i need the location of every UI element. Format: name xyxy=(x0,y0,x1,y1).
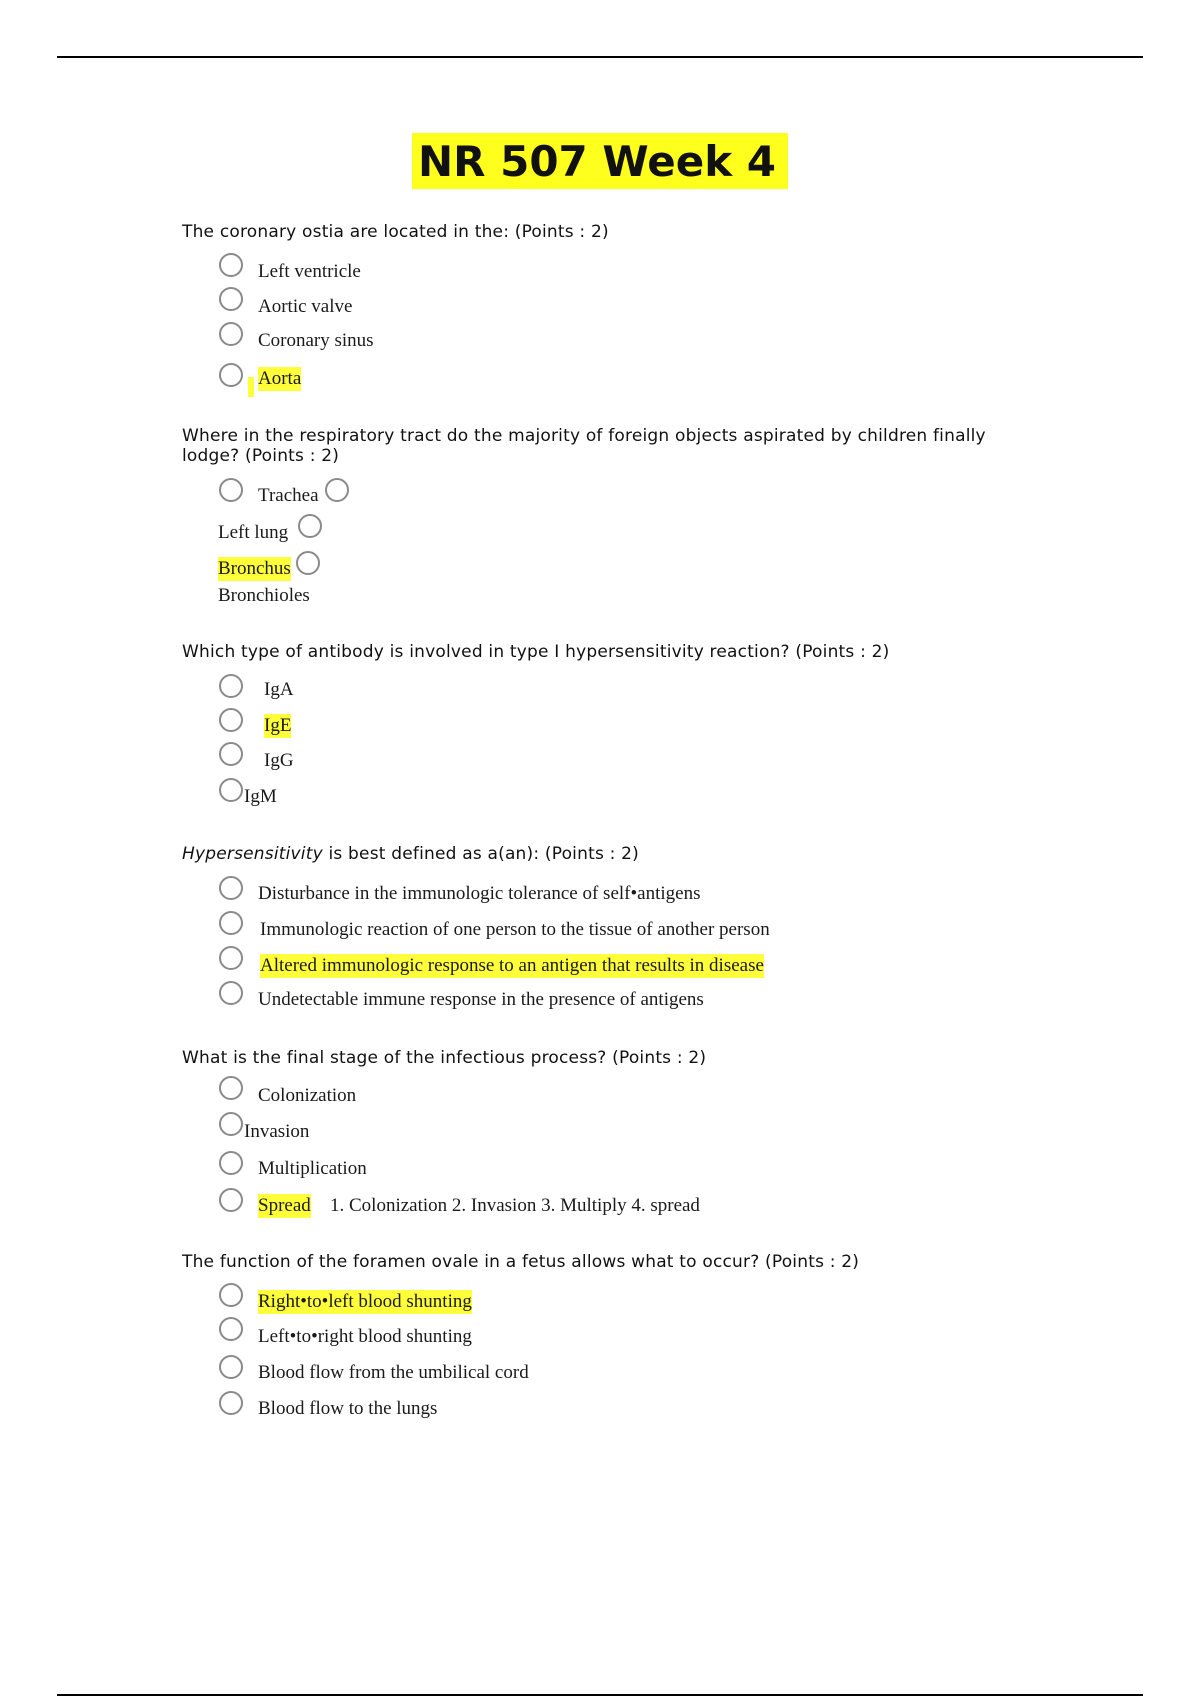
q6-option-4-label: Blood flow to the lungs xyxy=(258,1398,438,1419)
q2-option-1-label: Trachea xyxy=(258,485,319,506)
q5-option-1-label: Colonization xyxy=(258,1085,357,1106)
q2-option-4-radio[interactable] xyxy=(296,551,320,575)
q3-option-1-label: IgA xyxy=(264,679,294,700)
q4-option-4-label: Undetectable immune response in the presence of antigens xyxy=(258,989,704,1010)
q3-option-1-radio[interactable] xyxy=(219,674,243,698)
q2-option-2-radio[interactable] xyxy=(325,478,349,502)
q5-option-3-radio[interactable] xyxy=(219,1151,243,1175)
q1-option-4-label: Aorta xyxy=(258,368,302,389)
q2-option-2-label: Left lung xyxy=(218,522,289,543)
q3-option-2-label: IgE xyxy=(264,715,292,736)
q1-option-1-label: Left ventricle xyxy=(258,261,361,282)
q2-option-3-radio[interactable] xyxy=(298,514,322,538)
q5-option-2-radio[interactable] xyxy=(219,1112,243,1136)
q6-option-1-radio[interactable] xyxy=(219,1283,243,1307)
q3-option-3-radio[interactable] xyxy=(219,742,243,766)
q6-option-4-radio[interactable] xyxy=(219,1391,243,1415)
q3-option-4-label: IgM xyxy=(244,786,277,807)
q3-option-3-label: IgG xyxy=(264,750,294,771)
q4-option-3-label: Altered immunologic response to an antigen that results in disease xyxy=(260,955,764,976)
question-3: Which type of antibody is involved in type I hypersensitivity reaction? (Points : 2) xyxy=(182,642,890,662)
question-1: The coronary ostia are located in the: (Points : 2) xyxy=(182,222,609,242)
q4-option-4-radio[interactable] xyxy=(219,981,243,1005)
q4-option-1-radio[interactable] xyxy=(219,876,243,900)
q1-option-2-label: Aortic valve xyxy=(258,296,353,317)
q4-option-1-label: Disturbance in the immunologic tolerance of self•antigens xyxy=(258,883,701,904)
question-4 xyxy=(182,844,1042,864)
q2-option-3-label: Bronchus xyxy=(218,558,291,579)
q5-option-2-label: Invasion xyxy=(244,1121,310,1142)
q4-option-2-radio[interactable] xyxy=(219,911,243,935)
highlight-mark xyxy=(248,377,254,397)
q5-option-3-label: Multiplication xyxy=(258,1158,367,1179)
question-4-term: Hypersensitivity xyxy=(182,844,323,864)
q2-option-4-label: Bronchioles xyxy=(218,585,310,606)
q1-option-1-radio[interactable] xyxy=(219,253,243,277)
q6-option-2-label: Left•to•right blood shunting xyxy=(258,1326,472,1347)
q1-option-3-radio[interactable] xyxy=(219,322,243,346)
q1-option-2-radio[interactable] xyxy=(219,287,243,311)
q1-option-4-radio[interactable] xyxy=(219,363,243,387)
title-container xyxy=(0,133,1200,189)
bottom-rule xyxy=(57,1694,1143,1696)
q6-option-3-radio[interactable] xyxy=(219,1355,243,1379)
q1-option-3-label: Coronary sinus xyxy=(258,330,374,351)
question-4-text: is best defined as a(an): (Points : 2) xyxy=(328,844,639,864)
q6-option-1-label: Right•to•left blood shunting xyxy=(258,1291,472,1312)
page-title: NR 507 Week 4 xyxy=(412,133,788,189)
q2-option-1-radio[interactable] xyxy=(219,478,243,502)
question-6: The function of the foramen ovale in a fetus allows what to occur? (Points : 2) xyxy=(182,1252,860,1272)
q5-annotation-note: 1. Colonization 2. Invasion 3. Multiply 4. spread xyxy=(330,1195,700,1216)
top-rule xyxy=(57,56,1143,58)
q5-option-1-radio[interactable] xyxy=(219,1076,243,1100)
q3-option-4-radio[interactable] xyxy=(219,778,243,802)
question-5: What is the final stage of the infectious process? (Points : 2) xyxy=(182,1048,707,1068)
q6-option-2-radio[interactable] xyxy=(219,1317,243,1341)
q6-option-3-label: Blood flow from the umbilical cord xyxy=(258,1362,529,1383)
q5-option-4-radio[interactable] xyxy=(219,1188,243,1212)
q5-option-4-label: Spread xyxy=(258,1195,311,1216)
q4-option-2-label: Immunologic reaction of one person to the tissue of another person xyxy=(260,919,770,940)
question-2: Where in the respiratory tract do the majority of foreign objects aspirated by children finally lodge? (Points : 2) xyxy=(182,426,986,466)
q3-option-2-radio[interactable] xyxy=(219,708,243,732)
q4-option-3-radio[interactable] xyxy=(219,946,243,970)
